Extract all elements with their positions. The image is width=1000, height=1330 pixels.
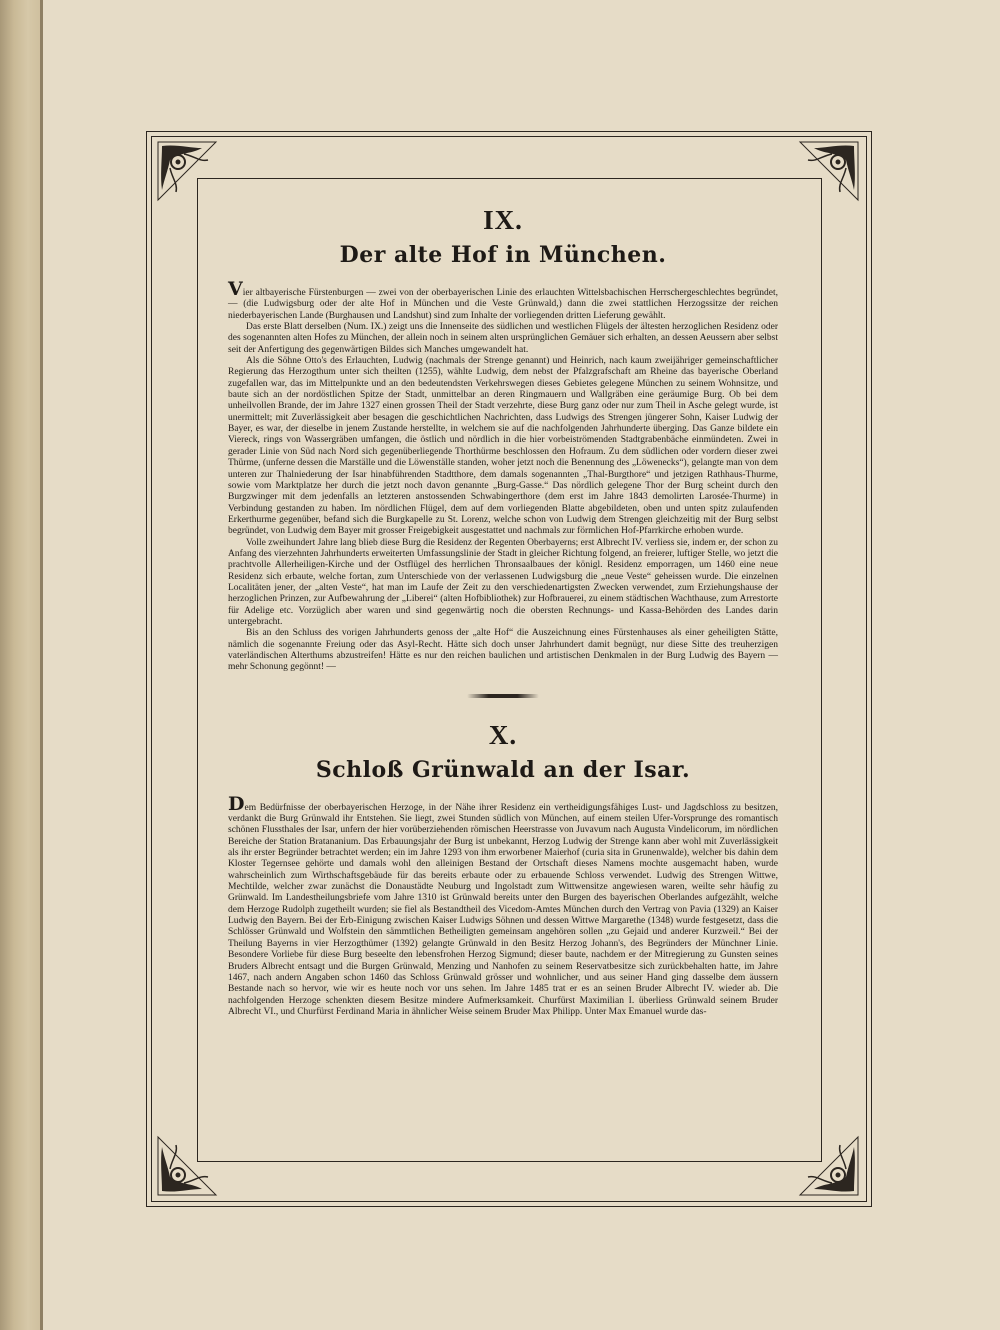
section-title: Der alte Hof in München. [339, 242, 667, 268]
section-numeral: X. [488, 719, 518, 750]
section-numeral: IX. [483, 205, 523, 235]
paragraph: Als die Söhne Otto's des Erlauchten, Ludwig (nachmals der Strenge genannt) und Heinrich, nach kaum zweijähriger gemeinschaftlicher Regierung das Herzogthum unter sich theilten (1255), wählte Ludwig, dem nebst der Pfalzgrafschaft am Rheine das bayerische Oberland zugefallen war, das im Mittelpunkte und an den bedeutendsten Verkehrswegen dieses Gebietes gelegene München zu seinem Wohnsitze, und baute sich an der nordöstlichen Spitze der Stadt, unmittelbar an deren Ringmauern und Wallgräben eine geräumige Burg. Ob bei dem unheilvollen Brande, der im Jahre 1327 einen grossen Theil der Stadt verzehrte, diese Burg ganz oder nur zum Theil in Asche gelegt wurde, ist unermittelt; mit Zuverlässigkeit aber besagen die geschichtlichen Nachrichten, dass Ludwigs des Strengen jüngerer Sohn, Kaiser Ludwig der Bayer, es war, der dieselbe in jenem Zustande herstellte, in welchem sie auf die nachfolgenden Jahrhunderte überging. Das Ganze bildete ein Viereck, rings von Wassergräben umfangen, die östlich und nördlich in die hier vorbeiströmenden Stadtgrabenbäche einmündeten. Zwei in gerader Linie von Süd nach Nord sich gegenüberliegende Thorthürme beschlossen den Hofraum. Zu dem südlichen oder vordern dieser zwei Thürme, (unferne dessen die Marställe und die Löwenställe standen, woher jetzt noch die Benennung des „Löwenecks“), gelangte man von dem unteren zur Thalniederung der Isar hinabführenden Stadtthore, dem damals sogenannten „Thal-Burgthore“ und jetzigen Rathhaus-Thurme, sowie vom Marktplatze her durch die jetzt noch davon genannte „Burg-Gasse.“ Das nördlich gelegene Thor der Burg scheint durch den Burgzwinger mit dem jedenfalls an letzteren anstossenden Schwabingerthore (dem erst im Jahre 1843 demolirten Larosée-Thurme) in Verbindung gestanden zu haben. Im nördlichen Flügel, dem auf dem vorliegenden Blatte abgebildeten, oben und unten spitz zulaufenden Erkerthurme gegenüber, befand sich die Burgkapelle zu St. Lorenz, welche schon von Ludwig dem Strengen gleichzeitig mit der Burg selbst begründet, von Ludwig dem Bayer mit grosser Freigebigkeit ausgestattet und nachmals zur förmlichen Hof-Pfarrkirche erhoben wurde. [228, 356, 778, 537]
paragraph-text: em Bedürfnisse der oberbayerischen Herzoge, in der Nähe ihrer Residenz ein vertheidigungsfähiges Lust- und Jagdschloss zu besitzen, verdankt die Burg Grünwald ihr Entstehen. Sie liegt, zwei Stunden südlich von München, auf einem steilen Ufer-Vorsprunge des romantisch schönen Flussthales der Isar, unfern der hier vorüberziehenden römischen Heerstrasse von Juvavum nach Augusta Vindelicorum, im nördlichen Bereiche der Station Bratananium. Das Erbauungsjahr der Burg ist unbekannt, Herzog Ludwig der Strenge kann aber wohl mit Zuverlässigkeit als ihr erster Begründer betrachtet werden; ein im Jahre 1293 von ihm erworbener Maierhof (curia sita in Grunenwalde), welcher bis dahin dem Kloster Tegernsee gehörte und damals wohl den alleinigen Bestand der Ortschaft dieses Namens mochte ausgemacht haben, wurde wahrscheinlich zum Wirthschaftsgebäude für das bereits erbaute oder zu erbauende Schloss verwendet. Ludwig des Strengen Wittwe, Mechtilde, welcher zwar zunächst die Donaustädte Neuburg und Ingolstadt zum Wittwensitze angewiesen waren, weilte sehr häufig zu Grünwald. Im Landestheilungsbriefe vom Jahre 1310 ist Grünwald bereits unter den Burgen des bayerischen Oberlandes aufgezählt, welche dem Herzoge Rudolph zugetheilt wurden; sie fiel als Bestandtheil des Vicedom-Amtes München durch den Vertrag von Pavia (1329) an Kaiser Ludwig den Bayern. Bei der Erb-Einigung zwischen Kaiser Ludwigs Söhnen und dessen Wittwe Margarethe (1348) wurde festgesetzt, dass die Schlösser Grünwald und Wolfstein den sämmtlichen Betheiligten gemeinsam angehören sollen „zu Gejaid und anderer Kurzweil.“ Bei der Theilung Bayerns in vier Herzogthümer (1392) gelangte Grünwald in den Besitz Herzog Johann's, des Begründers der Münchner Linie. Besondere Vorliebe für diese Burg beseelte den lebensfrohen Herzog Sigmund; dieser baute, nachdem er der Mitregierung zu Gunsten seines Bruders Albrecht entsagt und die Burgen Grünwald, Menzing und Nanhofen zu seinem Reservatbesitze sich zurückbehalten hatte, im Jahre 1467, nach andern Angaben schon 1460 das Schloss Grünwald grösser und wohnlicher, und aus seiner Hand ging dasselbe dem äussern Bestande nach so hervor, wie wir es heute noch vor uns sehen. Im Jahre 1485 trat er es an seinen Bruder Albrecht IV. wieder ab. Die nachfolgenden Herzoge schenkten diesem Besitze mindere Aufmerksamkeit. Churfürst Maximilian I. überliess Grünwald seinem Bruder Albrecht VI., und Churfürst Ferdinand Maria in ähnlicher Weise seinem Bruder Max Philipp. Unter Max Emanuel wurde das- [228, 802, 778, 1017]
text-column [228, 205, 778, 1145]
corner-ornament-bottom-right [798, 1135, 860, 1197]
paragraph: Das erste Blatt derselben (Num. IX.) zeigt uns die Innenseite des südlichen und westlichen Flügels der ältesten herzoglichen Residenz oder des sogenannten alten Hofes zu München, der allein noch in seinem alten ursprünglichen Gemäuer sich erhalten, an dessen Aeussern aber selbst seit der Anfertigung des gegenwärtigen Bildes sich Manches umgewandelt hat. [228, 322, 778, 355]
paragraph: Volle zweihundert Jahre lang blieb diese Burg die Residenz der Regenten Oberbayerns; erst Albrecht IV. verliess sie, indem er, der schon zu Anfang des vierzehnten Jahrhunderts erweiterten Umfassungslinie der Stadt in gleicher Richtung folgend, an freierer, luftiger Stelle, wo jetzt die prachtvolle Allerheiligen-Kirche und der Ostflügel des herrlichen Thronsaalbaues der königl. Residenz emporragen, um 1460 eine neue Residenz sich erbaute, welche fortan, zum Unterschiede von der verlassenen Ludwigsburg die „neue Veste“ geheissen wurde. Die einzelnen Localitäten jener, der „alten Veste“, hat man im Laufe der Zeit zu den verschiedenartigsten Zwecken verwendet, zum Erziehungshause der herzoglichen Prinzen, zur Aufbewahrung der „Liberei“ (alten Hofbibliothek) zur Hofbrauerei, zu einem städtischen Wachthause, zum Arrestorte für Adelige etc. Vorzüglich aber waren und sind gegenwärtig noch die obersten Rechnungs- und Kassa-Behörden des Landes darin untergebracht. [228, 537, 778, 627]
section-title: Schloß Grünwald an der Isar. [315, 756, 691, 783]
section-divider [467, 694, 539, 698]
section-x [228, 720, 778, 1019]
corner-ornament-bottom-left [156, 1135, 218, 1197]
drop-cap: D [228, 792, 245, 815]
paragraph [228, 792, 778, 1019]
book-binding [0, 0, 40, 1330]
drop-cap: V [228, 278, 243, 300]
section-ix [228, 205, 778, 674]
paragraph: Bis an den Schluss des vorigen Jahrhunderts genoss der „alte Hof“ die Auszeichnung eines Fürstenhauses als einer geheiligten Stätte, nämlich die sogenannte Freiung oder das Asyl-Recht. Hätte sich doch unser Jahrhundert damit begnügt, nur diese Sitte des treuherzigen vaterländischen Alterthums abzustreifen! Hätte es nur den reichen baulichen und artistischen Denkmalen in der Burg Ludwig des Bayern — mehr Schonung gegönnt! — [228, 628, 778, 673]
paragraph-text: ier altbayerische Fürstenburgen — zwei von der oberbayerischen Linie des erlauchten Wittelsbachischen Herrschergeschlechtes begründet, — (die Ludwigsburg oder der alte Hof in München und die Veste Grünwald,) dann die zwei stattlichen Herzogssitze der reichen niederbayerischen Lande (Burghausen und Landshut) sind zum Inhalte der vorliegenden dritten Lieferung gewählt. [228, 288, 778, 321]
corner-ornament-top-left [156, 140, 218, 202]
paragraph [228, 278, 778, 322]
corner-ornament-top-right [798, 140, 860, 202]
